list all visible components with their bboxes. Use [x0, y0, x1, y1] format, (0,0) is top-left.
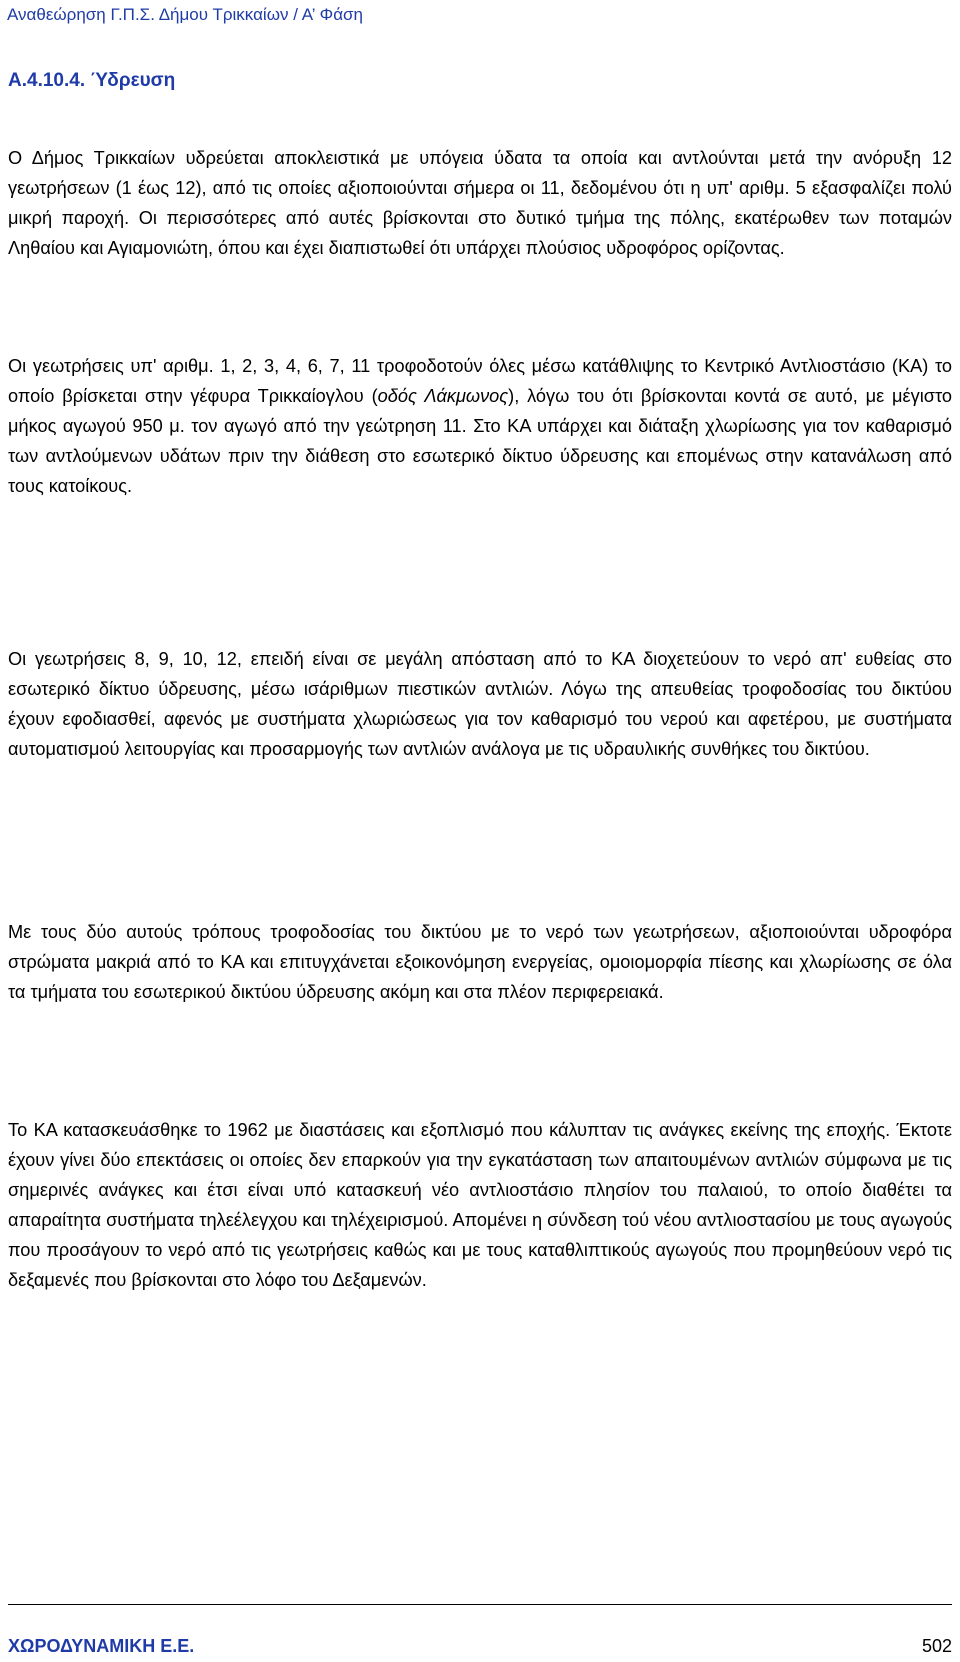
paragraph-2: [8, 351, 952, 501]
paragraph-4: Με τους δύο αυτούς τρόπους τροφοδοσίας του δικτύου με το νερό των γεωτρήσεων, αξιοποιούνται υδροφόρα στρώματα μακριά από το ΚΑ και επιτυγχάνεται εξοικονόμηση ενεργείας, ομοιομορφία πίεσης και χλωρίωσης σε όλα τα τμήματα του εσωτερικού δικτύου ύδρευσης ακόμη και στα πλέον περιφερειακά.: [8, 922, 952, 1002]
footer-page-number: 502: [921, 1636, 952, 1656]
paragraph-1: Ο Δήμος Τρικκαίων υδρεύεται αποκλειστικά με υπόγεια ύδατα τα οποία και αντλούνται μετά την ανόρυξη 12 γεωτρήσεων (1 έως 12), από τις οποίες αξιοποιούνται σήμερα οι 11, δεδομένου ότι η υπ' αριθμ. 5 εξασφαλίζει πολύ μικρή παροχή. Οι περισσότερες από αυτές βρίσκονται στο δυτικό τμήμα της πόλης, εκατέρωθεν των ποταμών Ληθαίου και Αγιαμονιώτη, όπου και έχει διαπιστωθεί ότι υπάρχει πλούσιος υδροφόρος ορίζοντας.: [8, 148, 952, 258]
footer-company-name: ΧΩΡΟΔΥΝΑΜΙΚΗ Ε.Ε.: [8, 1636, 195, 1656]
running-header: Αναθεώρηση Γ.Π.Σ. Δήμου Τρικκαίων / Α’ Φάση: [7, 5, 363, 24]
paragraph-2-text-b: ), λόγω του ότι βρίσκονται κοντά σε αυτό, με μέγιστο μήκος αγωγού 950 μ. τον αγωγό από την γεώτρηση 11. Στο ΚΑ υπάρχει και διάταξη χλωρίωσης για τον καθαρισμό των αντλούμενων υδάτων πριν την διάθεση στο εσωτερικό δίκτυο ύδρευσης και επομένως στην κατανάλωση από τους κατοίκους.: [8, 386, 953, 496]
footer-divider: [8, 1604, 952, 1605]
paragraph-5-text-b: Απομένει η σύνδεση τού νέου αντλιοστασίου με τους αγωγούς που προσάγουν το νερό από τις γεωτρήσεις καθώς και με τους καταθλιπτικούς αγωγούς που προμηθεύουν νερό τις δεξαμενές που βρίσκονται στο λόφο του Δεξαμενών.: [8, 1210, 952, 1290]
paragraph-3: Οι γεωτρήσεις 8, 9, 10, 12, επειδή είναι σε μεγάλη απόσταση από το ΚΑ διοχετεύουν το νερό απ' ευθείας στο εσωτερικό δίκτυο ύδρευσης, μέσω ισάριθμων πιεστικών αντλιών. Λόγω της απευθείας τροφοδοσίας του δικτύου έχουν εφοδιασθεί, αφενός με συστήματα χλωριώσεως για τον καθαρισμό του νερού και αφετέρου, με συστήματα αυτοματισμού λειτουργίας και προσαρμογής των αντλιών ανάλογα με τις υδραυλικής συνθήκες του δικτύου.: [8, 649, 952, 759]
paragraph-2-text-a: Οι γεωτρήσεις υπ' αριθμ. 1, 2, 3, 4, 6, 7, 11 τροφοδοτούν όλες μέσω κατάθλιψης το Κεντρικό Αντλιοστάσιο (ΚΑ) το οποίο βρίσκεται στην γέφυρα Τρικκαίογλου (: [8, 356, 952, 406]
paragraph-2-street-name: οδός Λάκμωνος: [377, 386, 509, 406]
paragraph-5: [8, 1115, 952, 1295]
section-heading: Α.4.10.4. Ύδρευση: [8, 70, 176, 91]
paragraph-5-text-a: Το ΚΑ κατασκευάσθηκε το 1962 με διαστάσεις και εξοπλισμό που κάλυπταν τις ανάγκες εκείνης της εποχής. Έκτοτε έχουν γίνει δύο επεκτάσεις οι οποίες δεν επαρκούν για την εγκατάσταση των απαιτουμένων αντλιών σύμφωνα με τις σημερινές ανάγκες και έτσι είναι υπό κατασκευή νέο αντλιοστάσιο πλησίον του παλαιού, το οποίο διαθέτει τα απαραίτητα συστήματα τηλεέλεγχου και τηλέχειρισμού.: [8, 1120, 952, 1230]
